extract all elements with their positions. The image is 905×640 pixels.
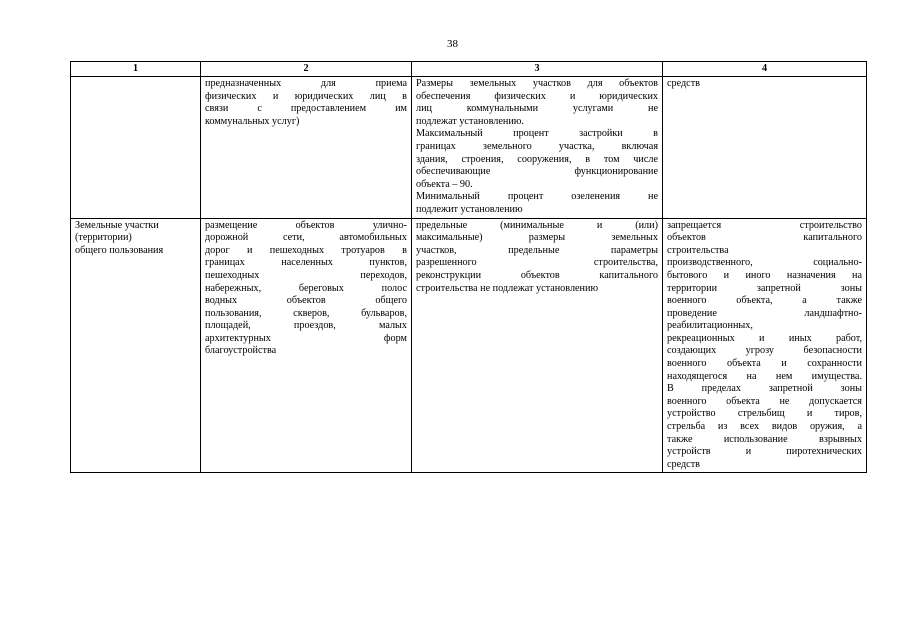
text-line: набережных, береговых полос	[205, 282, 407, 294]
text-line: границах земельного участка, включая	[416, 140, 658, 152]
text-line: территории запретной зоны	[667, 282, 862, 294]
text-line: коммунальных услуг)	[205, 115, 300, 127]
text-line: также использование взрывных	[667, 433, 862, 445]
text-line: общего пользования	[75, 244, 164, 256]
text-line: участков, предельные параметры	[416, 244, 658, 256]
text-line: военного объекта, а также	[667, 295, 862, 307]
text-line: пешеходных переходов,	[205, 269, 407, 281]
text-line: устройств и пиротехнических	[667, 446, 862, 458]
text-line: разрешенного строительства,	[416, 257, 658, 269]
column-header-3: 3	[412, 62, 663, 77]
text-line: максимальные) размеры земельных	[416, 232, 658, 244]
text-line: подлежит установлению	[416, 203, 523, 215]
text-line: дорог и пешеходных тротуаров в	[205, 244, 407, 256]
text-line: проведение ландшафтно-	[667, 307, 862, 319]
text-line: строительства не подлежат установлению	[416, 282, 599, 294]
text-line: предназначенных для приема	[205, 78, 407, 89]
text-line: военного объекта и сохранности	[667, 358, 862, 370]
text-line: пользования, скверов, бульваров,	[205, 307, 407, 319]
text-line: средств	[667, 458, 700, 470]
column-header-2: 2	[201, 62, 412, 77]
text-line: лиц коммунальными услугами не	[416, 103, 658, 115]
text-line: обеспечивающие функционирование	[416, 166, 658, 178]
text-line: военного объекта не допускается	[667, 395, 862, 407]
cell-permitted-use	[201, 218, 412, 473]
text-line: реабилитационных,	[667, 320, 753, 332]
text-line: устройство стрельбищ и тиров,	[667, 408, 862, 420]
table-row	[71, 218, 867, 473]
text-line: площадей, проездов, малых	[205, 320, 407, 332]
text-line: Земельные участки	[75, 219, 159, 231]
text-line: средств	[667, 78, 700, 89]
text-line: границах населенных пунктов,	[205, 257, 407, 269]
text-line: строительства	[667, 244, 729, 256]
cell-land-type	[71, 218, 201, 473]
text-line: Минимальный процент озеленения не	[416, 191, 658, 203]
text-line: стрельба из всех видов оружия, а	[667, 421, 862, 433]
column-header-4: 4	[663, 62, 867, 77]
cell-limit-parameters	[412, 77, 663, 219]
header-row	[71, 62, 867, 77]
text-line: дорожной сети, автомобильных	[205, 232, 407, 244]
cell-permitted-use	[201, 77, 412, 219]
text-line: здания, строения, сооружения, в том числе	[416, 153, 658, 165]
text-line: Размеры земельных участков для объектов	[416, 78, 658, 89]
text-line: создающих угрозу безопасности	[667, 345, 862, 357]
text-line: рекреационных и иных работ,	[667, 332, 862, 344]
text-line: объекта – 90.	[416, 178, 473, 190]
text-line: находящегося на нем имущества.	[667, 370, 862, 382]
text-line: физических и юридических лиц в	[205, 90, 407, 102]
text-line: объектов капитального	[667, 232, 862, 244]
text-line: Максимальный процент застройки в	[416, 128, 658, 140]
text-line: запрещается строительство	[667, 219, 862, 231]
text-line: бытового и иного назначения на	[667, 269, 862, 281]
text-line: размещение объектов улично-	[205, 219, 407, 231]
table-row	[71, 77, 867, 219]
text-line: обеспечения физических и юридических	[416, 90, 658, 102]
text-line: предельные (минимальные и (или)	[416, 219, 658, 231]
text-line: связи с предоставлением им	[205, 103, 407, 115]
regulations-table	[70, 61, 867, 473]
text-line: благоустройства	[205, 345, 277, 357]
cell-restrictions	[663, 218, 867, 473]
cell-restrictions	[663, 77, 867, 219]
text-line: водных объектов общего	[205, 295, 407, 307]
text-line: В пределах запретной зоны	[667, 383, 862, 395]
column-header-1: 1	[71, 62, 201, 77]
text-line: (территории)	[75, 232, 132, 244]
cell-limit-parameters	[412, 218, 663, 473]
text-line: подлежат установлению.	[416, 115, 524, 127]
cell-land-type	[71, 77, 201, 219]
page-number: 38	[447, 38, 458, 50]
text-line: производственного, социально-	[667, 257, 862, 269]
text-line: реконструкции объектов капитального	[416, 269, 658, 281]
text-line: архитектурных форм	[205, 332, 407, 344]
